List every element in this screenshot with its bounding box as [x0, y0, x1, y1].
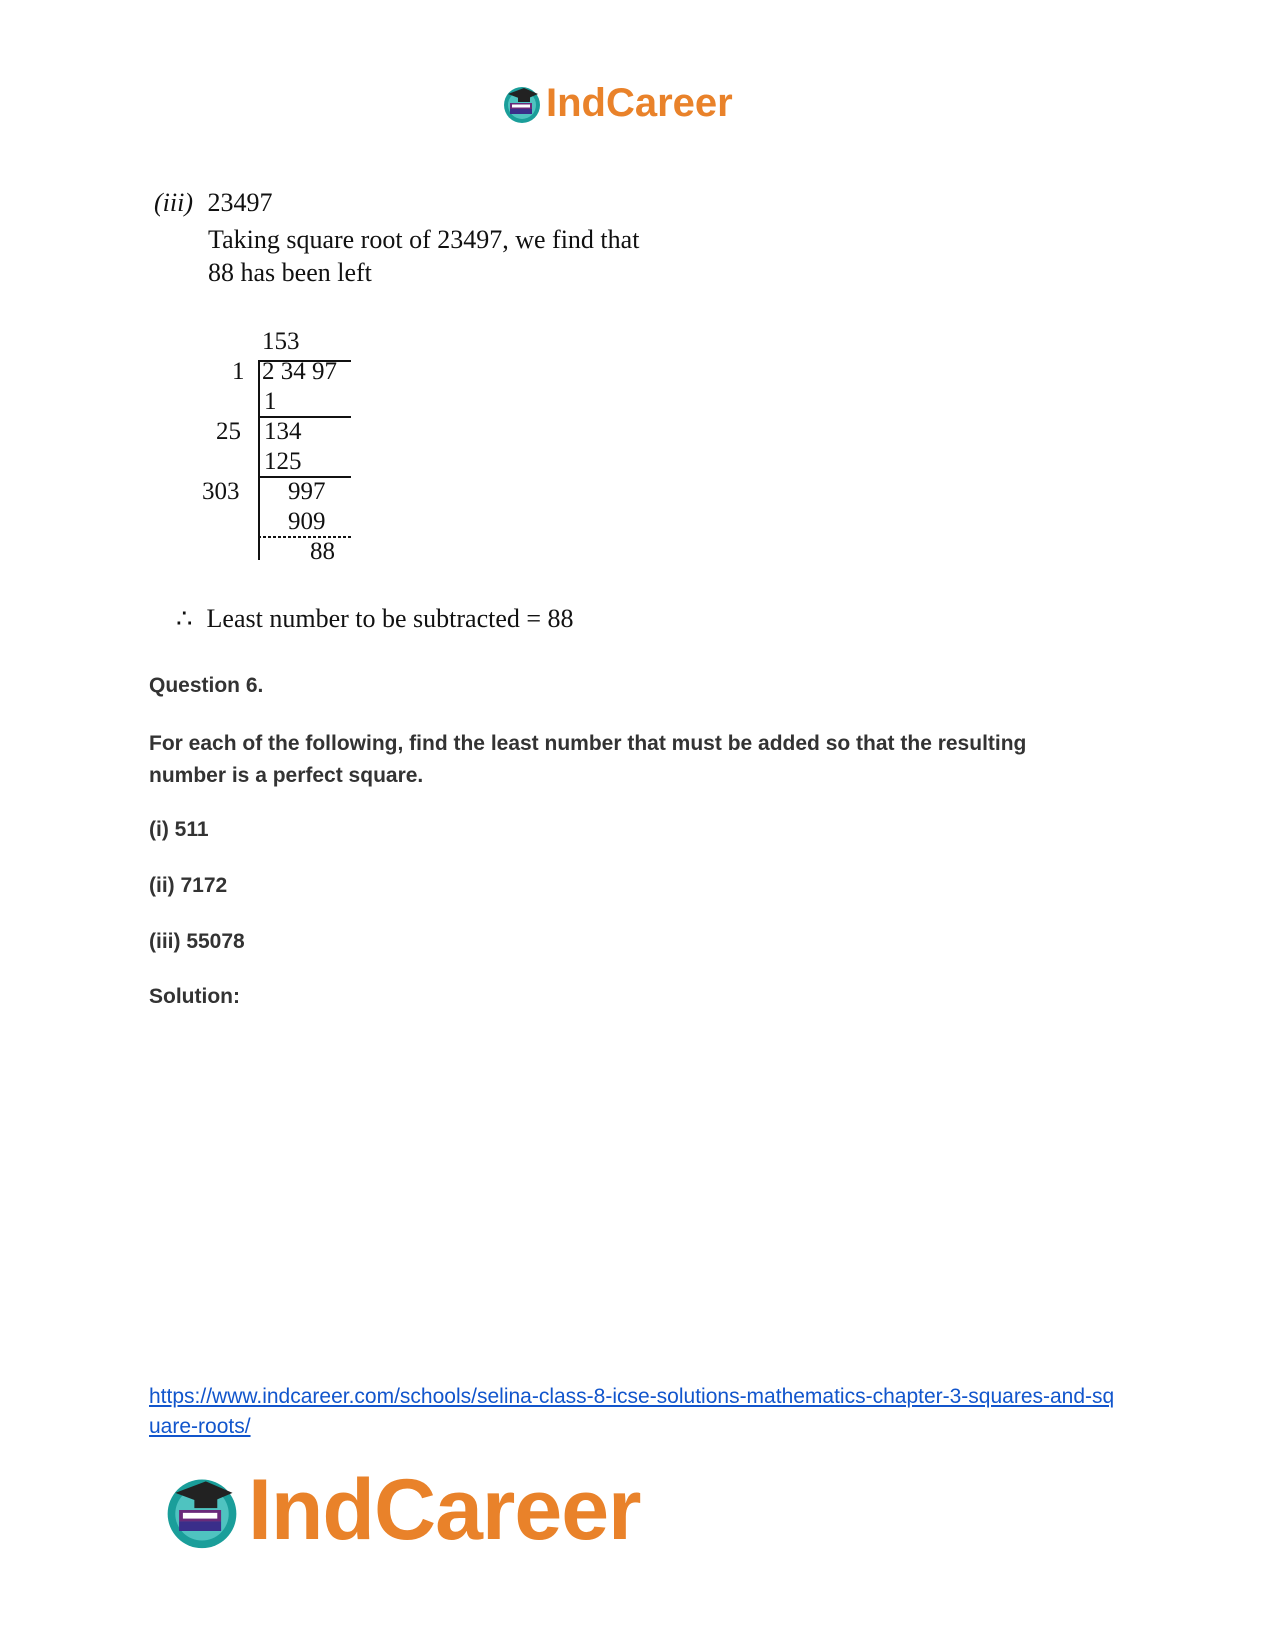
question-text: For each of the following, find the least number that must be added so that the resulting number is a perfect square. — [149, 732, 1027, 787]
part-label: (iii) — [154, 188, 193, 217]
part-number: 23497 — [207, 188, 273, 217]
graduation-books-globe-icon — [500, 81, 544, 125]
question-title: Question 6. — [149, 674, 264, 697]
header-logo — [500, 78, 733, 128]
step-value: 909 — [288, 508, 326, 535]
divisor: 303 — [202, 478, 240, 505]
footer-logo — [160, 1461, 641, 1558]
long-division — [200, 330, 360, 570]
step-value: 997 — [288, 478, 326, 505]
step-value: 125 — [264, 448, 302, 475]
remainder: 88 — [310, 538, 335, 565]
solution-part-heading — [154, 188, 273, 218]
dividend: 2 34 97 — [262, 358, 337, 385]
divisor: 1 — [232, 358, 245, 385]
conclusion-text: Least number to be subtracted = 88 — [206, 604, 574, 633]
question-part: (ii) 7172 — [149, 874, 228, 897]
graduation-books-globe-icon — [160, 1468, 244, 1552]
conclusion — [176, 604, 574, 634]
logo-wordmark: IndCareer — [248, 1461, 641, 1558]
question-part: (i) 511 — [149, 818, 209, 841]
therefore-symbol: ∴ — [176, 604, 193, 633]
solution-text-line: Taking square root of 23497, we find that — [208, 225, 640, 254]
solution-label: Solution: — [149, 985, 240, 1008]
solution-text-line: 88 has been left — [208, 258, 372, 287]
logo-wordmark: IndCareer — [546, 80, 733, 125]
step-value: 134 — [264, 418, 302, 445]
divisor: 25 — [216, 418, 241, 445]
question-part: (iii) 55078 — [149, 930, 245, 953]
source-link[interactable]: https://www.indcareer.com/schools/selina-class-8-icse-solutions-mathematics-chapter-3-squares-and-square-roots/ — [149, 1385, 1115, 1438]
step-value: 1 — [264, 388, 277, 415]
quotient: 153 — [262, 328, 300, 355]
